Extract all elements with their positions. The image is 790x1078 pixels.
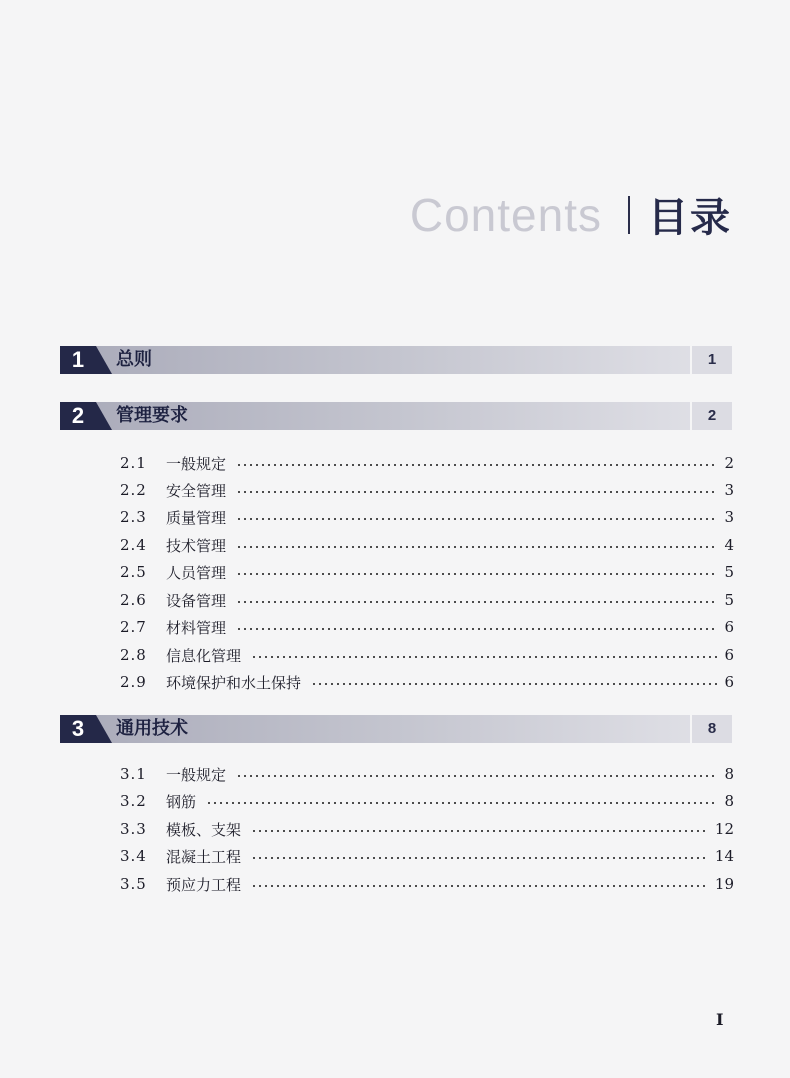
toc-entry[interactable] bbox=[120, 644, 734, 666]
entry-page-number: 12 bbox=[714, 820, 734, 838]
page-folio: I bbox=[716, 1010, 724, 1029]
chapter-number: 1 bbox=[71, 347, 85, 372]
chapter-page-box bbox=[690, 402, 732, 430]
entry-page-number: 4 bbox=[724, 536, 734, 554]
dot-leader bbox=[236, 491, 718, 493]
entry-number: 2.6 bbox=[120, 591, 147, 609]
toc-entry[interactable] bbox=[120, 873, 734, 895]
entry-page-number: 8 bbox=[724, 792, 734, 810]
dot-leader bbox=[236, 546, 718, 548]
entry-page-number: 8 bbox=[724, 765, 734, 783]
entry-page-number: 14 bbox=[714, 847, 734, 865]
page-title bbox=[410, 186, 732, 243]
dot-leader bbox=[236, 573, 718, 575]
toc-entry[interactable] bbox=[120, 561, 734, 583]
dot-leader bbox=[236, 464, 718, 466]
chapter-page-number: 2 bbox=[707, 407, 717, 424]
entry-title: 技术管理 bbox=[166, 536, 227, 555]
entry-page-number: 5 bbox=[724, 563, 734, 581]
entry-number: 2.2 bbox=[120, 481, 147, 499]
entry-page-number: 6 bbox=[724, 618, 734, 636]
chapter-title: 管理要求 bbox=[116, 405, 188, 426]
chapter-heading-1[interactable] bbox=[60, 346, 732, 374]
chapter-page-number: 8 bbox=[707, 720, 717, 737]
toc-entry[interactable] bbox=[120, 763, 734, 785]
dot-leader bbox=[206, 802, 718, 804]
chapter-number: 3 bbox=[71, 716, 85, 741]
toc-entry[interactable] bbox=[120, 452, 734, 474]
dot-leader bbox=[251, 857, 709, 859]
entry-title: 人员管理 bbox=[166, 563, 227, 582]
toc-entry[interactable] bbox=[120, 479, 734, 501]
entry-page-number: 6 bbox=[724, 646, 734, 664]
entry-number: 2.9 bbox=[120, 673, 147, 691]
toc-entry[interactable] bbox=[120, 589, 734, 611]
chapter-title: 通用技术 bbox=[116, 718, 188, 739]
entry-title: 一般规定 bbox=[166, 765, 227, 784]
chapter-number: 2 bbox=[71, 403, 85, 428]
chapter-page-box bbox=[690, 715, 732, 743]
dot-leader bbox=[236, 775, 718, 777]
dot-leader bbox=[251, 885, 709, 887]
chapter-band bbox=[60, 346, 732, 374]
entry-number: 2.8 bbox=[120, 646, 147, 664]
dot-leader bbox=[236, 628, 718, 630]
entry-title: 质量管理 bbox=[166, 508, 227, 527]
entry-title: 一般规定 bbox=[166, 454, 227, 473]
entry-page-number: 3 bbox=[724, 481, 734, 499]
entry-page-number: 2 bbox=[724, 454, 734, 472]
entry-number: 3.2 bbox=[120, 792, 147, 810]
chapter-page-number: 1 bbox=[707, 351, 717, 368]
toc-entry[interactable] bbox=[120, 790, 734, 812]
toc-entry[interactable] bbox=[120, 818, 734, 840]
entry-title: 安全管理 bbox=[166, 481, 227, 500]
chapter-heading-3[interactable] bbox=[60, 715, 732, 743]
entry-page-number: 5 bbox=[724, 591, 734, 609]
entry-number: 2.7 bbox=[120, 618, 147, 636]
entry-title: 信息化管理 bbox=[166, 646, 242, 665]
entry-number: 2.3 bbox=[120, 508, 147, 526]
entry-number: 3.4 bbox=[120, 847, 147, 865]
title-chinese: 目录 bbox=[648, 195, 732, 241]
toc-entry[interactable] bbox=[120, 534, 734, 556]
title-divider bbox=[628, 196, 630, 234]
toc-entry[interactable] bbox=[120, 616, 734, 638]
entry-number: 2.5 bbox=[120, 563, 147, 581]
entry-title: 模板、支架 bbox=[166, 820, 242, 839]
entry-title: 材料管理 bbox=[166, 618, 227, 637]
toc-entry[interactable] bbox=[120, 506, 734, 528]
chapter-page-box bbox=[690, 346, 732, 374]
entry-title: 混凝土工程 bbox=[166, 847, 242, 866]
entry-number: 2.4 bbox=[120, 536, 147, 554]
entry-number: 2.1 bbox=[120, 454, 147, 472]
entry-page-number: 6 bbox=[724, 673, 734, 691]
entry-page-number: 19 bbox=[714, 875, 734, 893]
entry-number: 3.1 bbox=[120, 765, 147, 783]
entry-page-number: 3 bbox=[724, 508, 734, 526]
entry-title: 设备管理 bbox=[166, 591, 227, 610]
dot-leader bbox=[251, 830, 709, 832]
entry-title: 预应力工程 bbox=[166, 875, 242, 894]
entry-title: 环境保护和水土保持 bbox=[166, 673, 302, 692]
dot-leader bbox=[236, 601, 718, 603]
toc-entry[interactable] bbox=[120, 671, 734, 693]
dot-leader bbox=[236, 518, 718, 520]
entry-number: 3.3 bbox=[120, 820, 147, 838]
title-english: Contents bbox=[409, 188, 602, 241]
toc-entry[interactable] bbox=[120, 845, 734, 867]
dot-leader bbox=[311, 683, 718, 685]
chapter-title: 总则 bbox=[116, 349, 152, 370]
entry-title: 钢筋 bbox=[166, 792, 197, 811]
chapter-heading-2[interactable] bbox=[60, 402, 732, 430]
entry-number: 3.5 bbox=[120, 875, 147, 893]
dot-leader bbox=[251, 656, 718, 658]
